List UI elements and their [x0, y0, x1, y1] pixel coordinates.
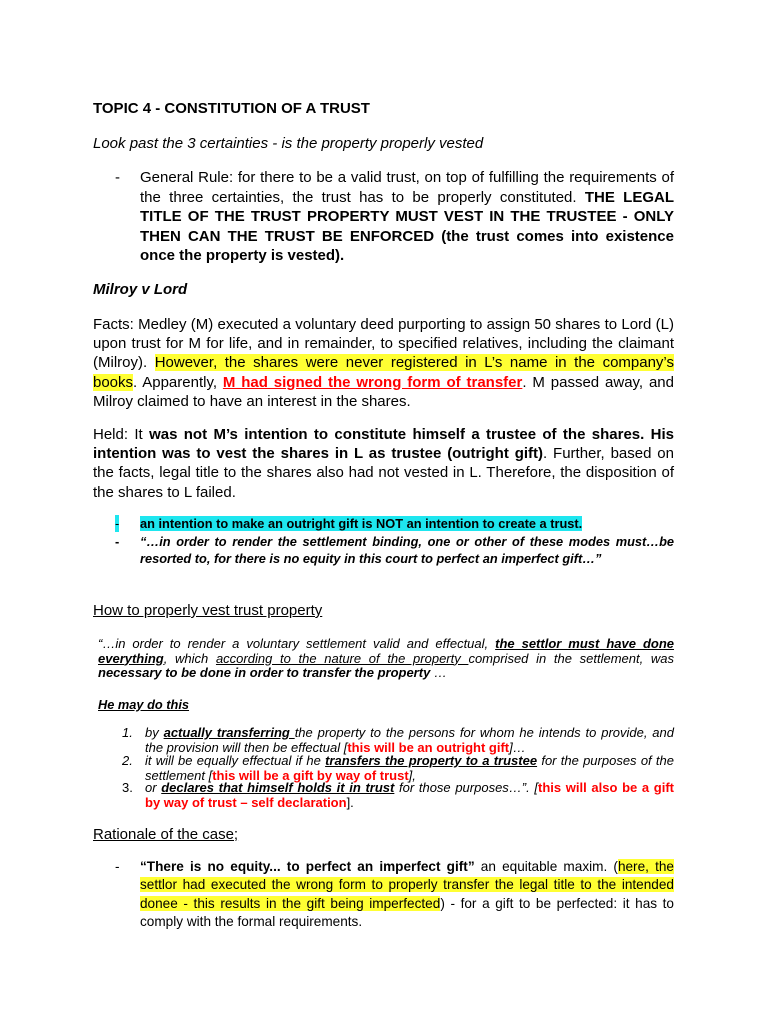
mode-text-b: for the purposes of the settlement [ — [145, 753, 674, 783]
rationale-text-1: an equitable maxim. ( — [474, 859, 618, 874]
held-text-1: Held: It — [93, 426, 150, 443]
mode-item-1 — [98, 726, 674, 755]
mode-text-a: it will be equally effectual if he — [145, 753, 326, 768]
mode-key-phrase: declares that himself holds it in trust — [161, 780, 395, 795]
general-rule-plain: General Rule: for there to be a valid trust, on top of fulfilling the requirements of the three certainties, the trust has to be properly constituted. — [140, 169, 674, 206]
bullet-dash: - — [115, 534, 120, 549]
rationale-item — [93, 858, 674, 931]
mode-item-3 — [98, 781, 674, 810]
mode-text-c: ], — [408, 767, 416, 783]
mode-number: 2. — [122, 753, 133, 768]
facts-red-emphasis: M had signed the wrong form of transfer — [222, 373, 523, 391]
bullet-dash: - — [115, 516, 120, 531]
mode-item-2 — [98, 754, 674, 783]
page-title: TOPIC 4 - CONSTITUTION OF A TRUST — [93, 100, 370, 117]
section-heading-how: How to properly vest trust property — [93, 602, 323, 619]
mode-text-a: by — [145, 725, 164, 740]
mode-text-b: the property to the persons for whom he intends to provide, and the provision will then be effectual [ — [145, 725, 675, 755]
general-rule-bold: THE LEGAL TITLE OF THE TRUST PROPERTY MUST VEST IN THE TRUSTEE - ONLY THEN CAN THE TRUST BE ENFORCED (the trust comes into existence once the property is vested). — [140, 188, 675, 265]
section-heading-rationale: Rationale of the case; — [93, 826, 239, 843]
general-rule-item — [93, 168, 674, 266]
mode-text-b: for those purposes…”. [ — [394, 780, 539, 795]
mode-text — [145, 726, 674, 755]
mode-number: 3. — [122, 780, 133, 795]
mode-key-phrase: actually transferring — [163, 725, 295, 740]
quote-text-4: … — [430, 665, 447, 680]
rationale-text-2: ) - for a gift to be perfected: it has to comply with the formal requirements. — [140, 895, 674, 929]
rationale-bold: “There is no equity... to perfect an imperfect gift” — [140, 859, 475, 874]
subtitle: Look past the 3 certainties - is the property properly vested — [93, 135, 484, 152]
case-name: Milroy v Lord — [93, 281, 188, 298]
bullet-dash: - — [115, 169, 120, 186]
mode-text-c: ]. — [346, 794, 354, 810]
quote-underline: according to the nature of the property — [215, 650, 469, 666]
held-text-2: . Further, based on the facts, legal title to the shares also had not vested in L. Therefore, the disposition of the shares to L failed. — [93, 445, 674, 501]
point-item-1 — [93, 515, 674, 532]
mode-key-phrase: transfers the property to a trustee — [325, 753, 538, 768]
rationale-highlight: here, the settlor had executed the wrong form to properly transfer the legal title to the intended donee - this results in the gift being imperfected — [140, 859, 674, 911]
mode-note-red: this will also be a gift by way of trust – self declaration — [145, 780, 675, 810]
settlement-quote — [98, 637, 674, 681]
mode-text — [145, 781, 674, 810]
mode-text — [145, 754, 674, 783]
mode-number: 1. — [122, 725, 133, 740]
he-may-heading: He may do this — [98, 697, 190, 712]
held-paragraph — [93, 425, 674, 502]
point-text-highlight: an intention to make an outright gift is NOT an intention to create a trust. — [140, 516, 583, 531]
mode-text-a: or — [145, 780, 162, 795]
facts-text-3: . M passed away, and Milroy claimed to have an interest in the shares. — [93, 373, 674, 410]
quote-text-3: comprised in the settlement, was — [468, 650, 674, 666]
general-rule-text — [140, 168, 674, 266]
facts-highlight: However, the shares were never registered in L’s name in the company’s books — [93, 354, 674, 391]
point-item-2 — [93, 533, 674, 568]
bullet-dash: - — [115, 859, 120, 874]
point-text: “…in order to render the settlement binding, one or other of these modes must…be resorted to, for there is no equity in this court to perfect an imperfect gift…” — [140, 534, 674, 567]
facts-paragraph — [93, 315, 674, 411]
quote-bold-underline: the settlor must have done everything — [98, 636, 675, 666]
facts-text-2: . Apparently, — [133, 373, 223, 391]
quote-text-1: “…in order to render a voluntary settlement valid and effectual, — [98, 636, 496, 651]
quote-bold: necessary to be done in order to transfer the property — [98, 665, 431, 680]
point-text — [140, 515, 674, 532]
mode-note-red: this will be a gift by way of trust — [212, 767, 409, 783]
facts-text-1: Facts: Medley (M) executed a voluntary deed purporting to assign 50 shares to Lord (L) upon trust for M for life, and in remainder, to specified relatives, including the claimant (Milroy). — [93, 316, 674, 372]
held-bold: was not M’s intention to constitute himself a trustee of the shares. His intention was to vest the shares in L as trustee (outright gift) — [93, 426, 674, 463]
quote-text-2: , which — [163, 650, 216, 666]
rationale-text — [140, 858, 674, 931]
mode-text-c: ]… — [509, 739, 526, 755]
mode-note-red: this will be an outright gift — [347, 739, 510, 755]
